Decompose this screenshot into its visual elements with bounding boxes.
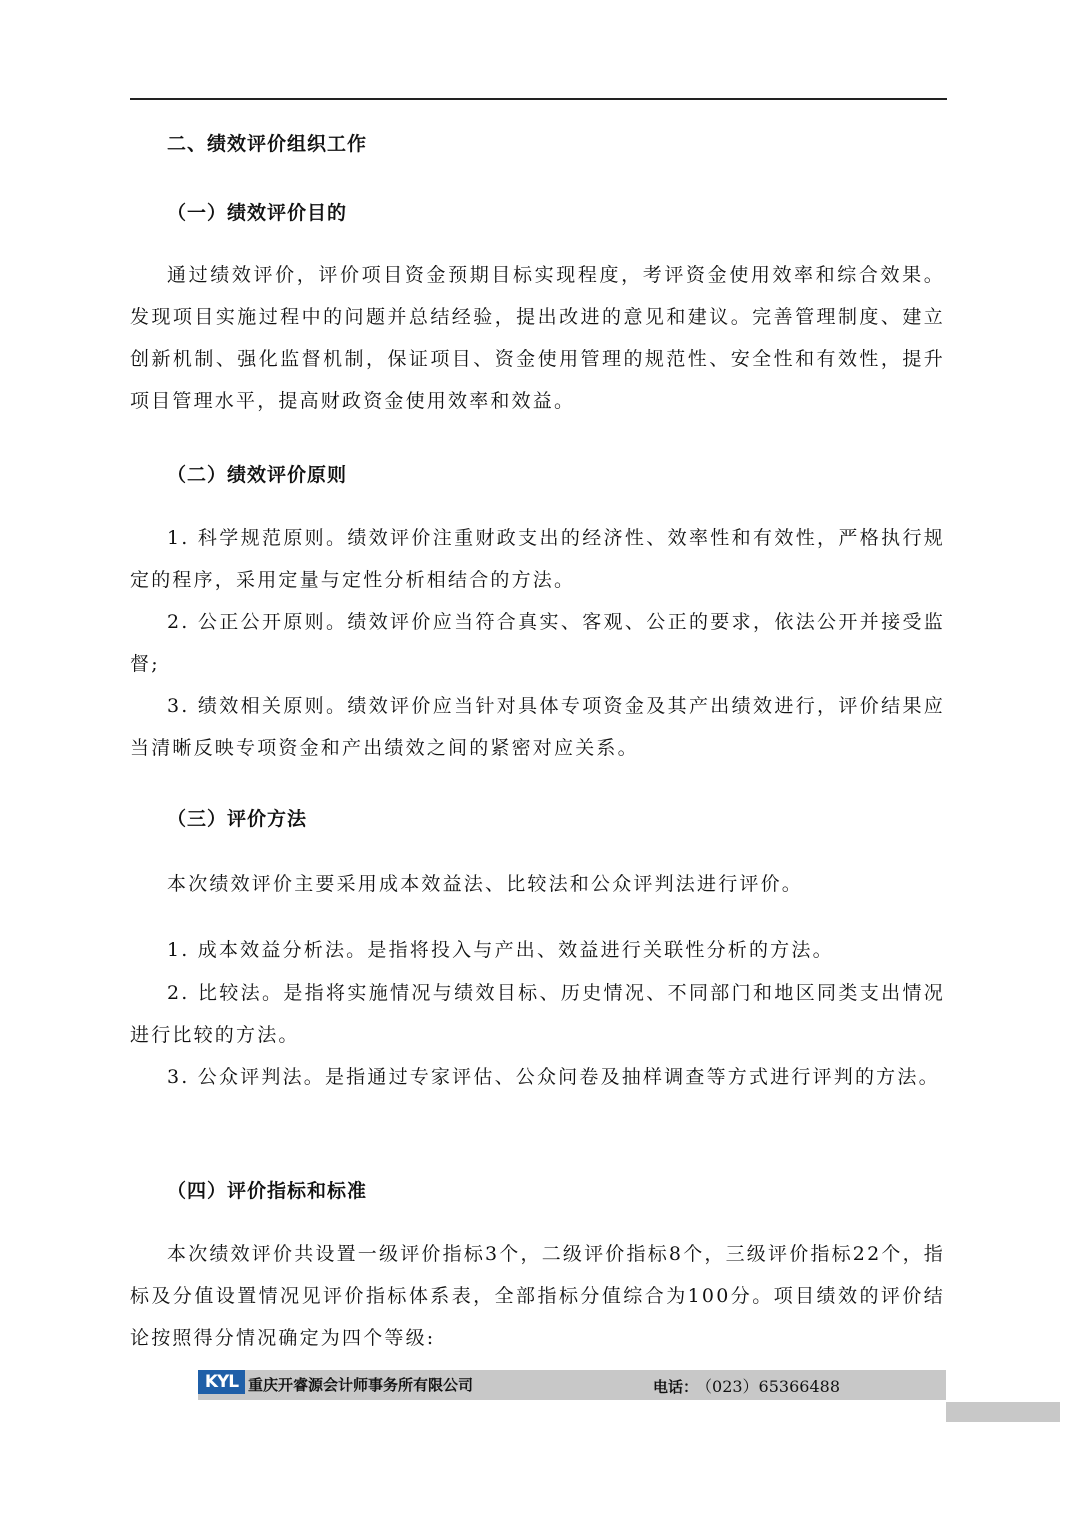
methods-intro: 本次绩效评价主要采用成本效益法、比较法和公众评判法进行评价。 xyxy=(167,873,804,895)
principle-item-1: 1. 科学规范原则。绩效评价注重财政支出的经济性、效率性和有效性，严格执行规定的程序，采用定量与定性分析相结合的方法。 xyxy=(130,527,945,591)
purpose-paragraph: 通过绩效评价，评价项目资金预期目标实现程度，考评资金使用效率和综合效果。发现项目实施过程中的问题并总结经验，提出改进的意见和建议。完善管理制度、建立创新机制、强化监督机制，保证项目、资金使用管理的规范性、安全性和有效性，提升项目管理水平，提高财政资金使用效率和效益。 xyxy=(130,264,945,412)
section-title: 二、绩效评价组织工作 xyxy=(167,133,368,155)
indicators-paragraph: 本次绩效评价共设置一级评价指标3个，二级评价指标8个，三级评价指标22个，指标及分值设置情况见评价指标体系表，全部指标分值综合为100分。项目绩效的评价结论按照得分情况确定为四个等级: xyxy=(130,1243,945,1349)
footer-phone xyxy=(653,1374,840,1397)
principles-heading: （二）绩效评价原则 xyxy=(167,464,348,486)
purpose-heading: （一）绩效评价目的 xyxy=(167,202,348,224)
company-logo-icon: KYL xyxy=(198,1370,245,1394)
method-item-3: 3. 公众评判法。是指通过专家评估、公众问卷及抽样调查等方式进行评判的方法。 xyxy=(167,1066,940,1088)
method-item-1: 1. 成本效益分析法。是指将投入与产出、效益进行关联性分析的方法。 xyxy=(167,939,834,961)
header-rule xyxy=(130,98,947,100)
footer-bar-extension xyxy=(946,1402,1060,1422)
footer-company-name: 重庆开睿源会计师事务所有限公司 xyxy=(248,1376,474,1394)
methods-heading: （三）评价方法 xyxy=(167,808,308,830)
footer-phone-number: （023）65366488 xyxy=(704,1377,840,1396)
principle-item-3: 3. 绩效相关原则。绩效评价应当针对具体专项资金及其产出绩效进行，评价结果应当清晰反映专项资金和产出绩效之间的紧密对应关系。 xyxy=(130,695,945,759)
indicators-heading: （四）评价指标和标准 xyxy=(167,1180,368,1202)
principle-item-2: 2. 公正公开原则。绩效评价应当符合真实、客观、公正的要求，依法公开并接受监督; xyxy=(130,611,945,675)
method-item-2: 2. 比较法。是指将实施情况与绩效目标、历史情况、不同部门和地区同类支出情况进行比较的方法。 xyxy=(130,982,945,1046)
footer-phone-label: 电话： xyxy=(653,1378,699,1396)
